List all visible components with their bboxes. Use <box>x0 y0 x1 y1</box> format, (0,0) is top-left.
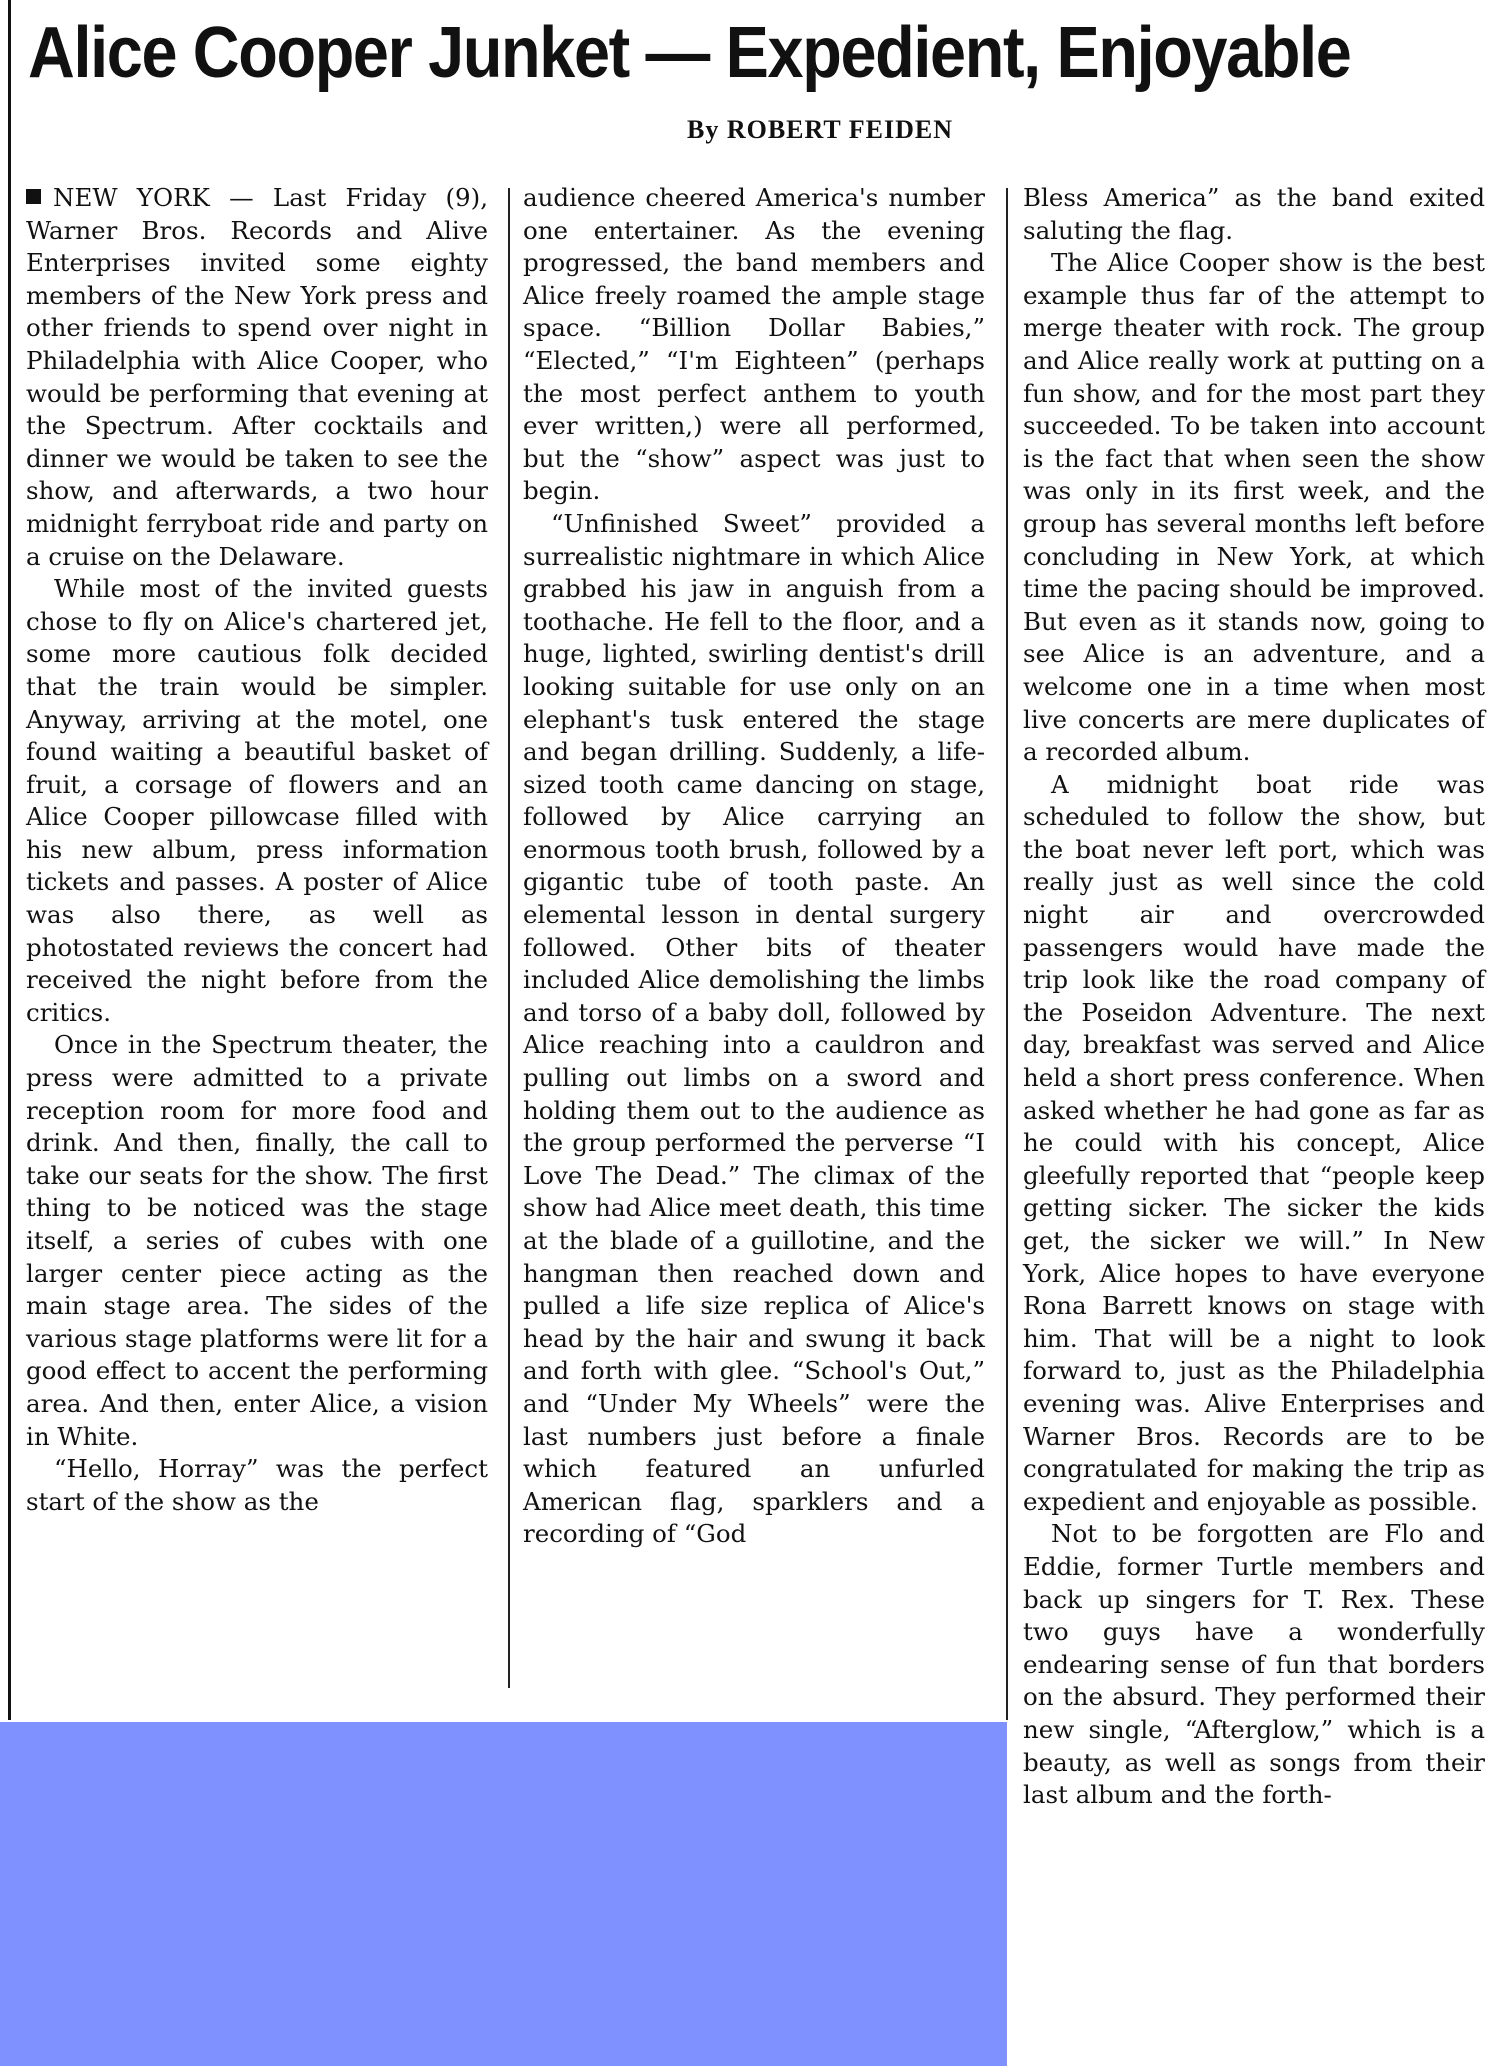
paragraph: While most of the invited guests chose to fly on Alice's chartered jet, some more cautious folk decided that the train would be simpler. Anyway, arriving at the motel, one found waiting a beautiful basket of fruit, a corsage of flowers and an Alice Cooper pillowcase filled with his new album, press information tickets and passes. A poster of Alice was also there, as well as photostated reviews the concert had received the night before from the critics. <box>26 574 488 1027</box>
paragraph: “Unfinished Sweet” provided a surrealistic nightmare in which Alice grabbed his jaw in anguish from a toothache. He fell to the floor, and a huge, lighted, swirling dentist's drill looking suitable for use only on an elephant's tusk entered the stage and began drilling. Suddenly, a life-sized tooth came dancing on stage, followed by Alice carrying an enormous tooth brush, followed by a gigantic tube of tooth paste. An elemental lesson in dental surgery followed. Other bits of theater included Alice demolishing the limbs and torso of a baby doll, followed by Alice reaching into a cauldron and pulling out limbs on a sword and holding them out to the audience as the group performed the perverse “I Love The Dead.” The climax of the show had Alice meet death, this time at the blade of a guillotine, and the hangman then reached down and pulled a life size replica of Alice's head by the hair and swung it back and forth with glee. “School's Out,” and “Under My Wheels” were the last numbers just before a finale which featured an unfurled American flag, sparklers and a recording of “God <box>523 508 985 1549</box>
article-column-3 <box>1023 182 1485 1812</box>
paragraph <box>26 182 488 573</box>
paragraph: audience cheered America's number one entertainer. As the evening progressed, the band members and Alice freely roamed the ample stage space. “Billion Dollar Babies,” “Elected,” “I'm Eighteen” (perhaps the most perfect anthem to youth ever written,) were all performed, but the “show” aspect was just to begin. <box>523 183 985 506</box>
paragraph-text: NEW YORK — Last Friday (9), Warner Bros. Records and Alive Enterprises invited some eighty members of the New York press and other friends to spend over night in Philadelphia with Alice Cooper, who would be performing that evening at the Spectrum. After cocktails and dinner we would be taken to see the show, and afterwards, a two hour midnight ferryboat ride and party on a cruise on the Delaware. <box>26 183 488 571</box>
bullet-square-icon <box>26 189 41 204</box>
paragraph: Once in the Spectrum theater, the press were admitted to a private reception room for more food and drink. And then, finally, the call to take our seats for the show. The first thing to be noticed was the stage itself, a series of cubes with one larger center piece acting as the main stage area. The sides of the various stage platforms were lit for a good effect to accent the performing area. And then, enter Alice, a vision in White. <box>26 1030 488 1451</box>
article-headline: Alice Cooper Junket — Expedient, Enjoyable <box>28 13 1351 93</box>
paragraph: “Hello, Horray” was the perfect start of the show as the <box>26 1454 488 1516</box>
blank-region <box>0 1722 1007 2066</box>
article-byline <box>0 115 1500 145</box>
column-divider <box>1006 188 1008 1720</box>
paragraph: The Alice Cooper show is the best example thus far of the attempt to merge theater with rock. The group and Alice really work at putting on a fun show, and for the most part they succeeded. To be taken into account is the fact that when seen the show was only in its first week, and the group has several months left before concluding in New York, at which time the pacing should be improved. But even as it stands now, going to see Alice is an adventure, and a welcome one in a time when most live concerts are mere duplicates of a recorded album. <box>1023 248 1485 767</box>
article-column-2 <box>523 182 985 1551</box>
paragraph: Bless America” as the band exited saluting the flag. <box>1023 183 1485 245</box>
column-divider <box>508 188 510 1688</box>
paragraph: A midnight boat ride was scheduled to follow the show, but the boat never left port, which was really just as well since the cold night air and overcrowded passengers would have made the trip look like the road company of the Poseidon Adventure. The next day, breakfast was served and Alice held a short press conference. When asked whether he had gone as far as he could with his concept, Alice gleefully reported that “people keep getting sicker. The sicker the kids get, the sicker we will.” In New York, Alice hopes to have everyone Rona Barrett knows on stage with him. That will be a night to look forward to, just as the Philadelphia evening was. Alive Enterprises and Warner Bros. Records are to be congratulated for making the trip as expedient and enjoyable as possible. <box>1023 769 1485 1516</box>
byline-text: By ROBERT FEIDEN <box>687 115 953 144</box>
left-border-rule <box>8 0 11 1720</box>
paragraph: Not to be forgotten are Flo and Eddie, former Turtle members and back up singers for T. Rex. These two guys have a wonderfully endearing sense of fun that borders on the absurd. They performed their new single, “Afterglow,” which is a beauty, as well as songs from their last album and the forth- <box>1023 1519 1485 1810</box>
article-column-1 <box>26 182 488 1518</box>
